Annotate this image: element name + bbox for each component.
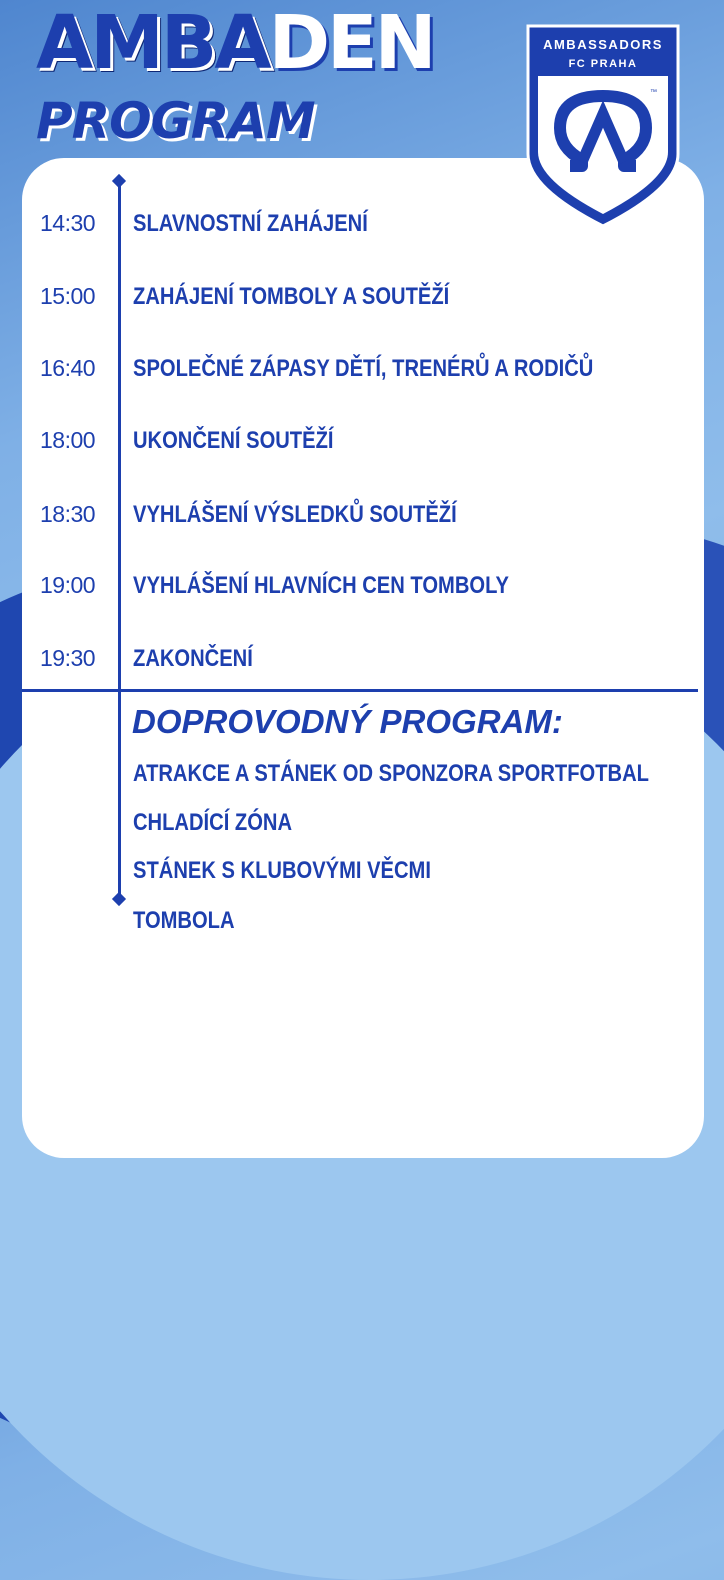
logo-tm: ™ xyxy=(650,89,657,96)
schedule-time: 18:30 xyxy=(40,501,96,527)
title-den: DEN xyxy=(268,0,434,86)
schedule-event: VYHLÁŠENÍ VÝSLEDKŮ SOUTĚŽÍ xyxy=(133,501,457,528)
schedule-time: 19:30 xyxy=(40,645,96,671)
schedule-time: 14:30 xyxy=(40,210,96,236)
title-amba: AMBA xyxy=(36,0,269,86)
extra-program-item: STÁNEK S KLUBOVÝMI VĚCMI xyxy=(133,857,431,884)
club-logo xyxy=(520,16,686,232)
logo-top-text: AMBASSADORS xyxy=(543,37,663,52)
schedule-time: 16:40 xyxy=(40,355,96,381)
schedule-time: 19:00 xyxy=(40,572,96,598)
page-subtitle: PROGRAM xyxy=(36,92,315,150)
extra-program-item: CHLADÍCÍ ZÓNA xyxy=(133,809,293,836)
extra-program-heading: DOPROVODNÝ PROGRAM: xyxy=(132,703,563,740)
schedule-time: 18:00 xyxy=(40,427,96,453)
section-divider xyxy=(22,689,698,692)
schedule-time: 15:00 xyxy=(40,283,96,309)
extra-program-item: TOMBOLA xyxy=(133,907,235,934)
schedule-event: ZAKONČENÍ xyxy=(133,645,253,672)
extra-program-item: ATRAKCE A STÁNEK OD SPONZORA SPORTFOTBAL xyxy=(133,760,649,787)
schedule-event: UKONČENÍ SOUTĚŽÍ xyxy=(133,427,334,454)
logo-bottom-text: FC PRAHA xyxy=(568,58,638,70)
schedule-event: VYHLÁŠENÍ HLAVNÍCH CEN TOMBOLY xyxy=(133,572,509,599)
timeline-line xyxy=(118,180,121,900)
schedule-event: SPOLEČNÉ ZÁPASY DĚTÍ, TRENÉRŮ A RODIČŮ xyxy=(133,355,594,382)
schedule-event: ZAHÁJENÍ TOMBOLY A SOUTĚŽÍ xyxy=(133,283,450,310)
page-title xyxy=(36,0,434,86)
schedule-event: SLAVNOSTNÍ ZAHÁJENÍ xyxy=(133,210,368,237)
